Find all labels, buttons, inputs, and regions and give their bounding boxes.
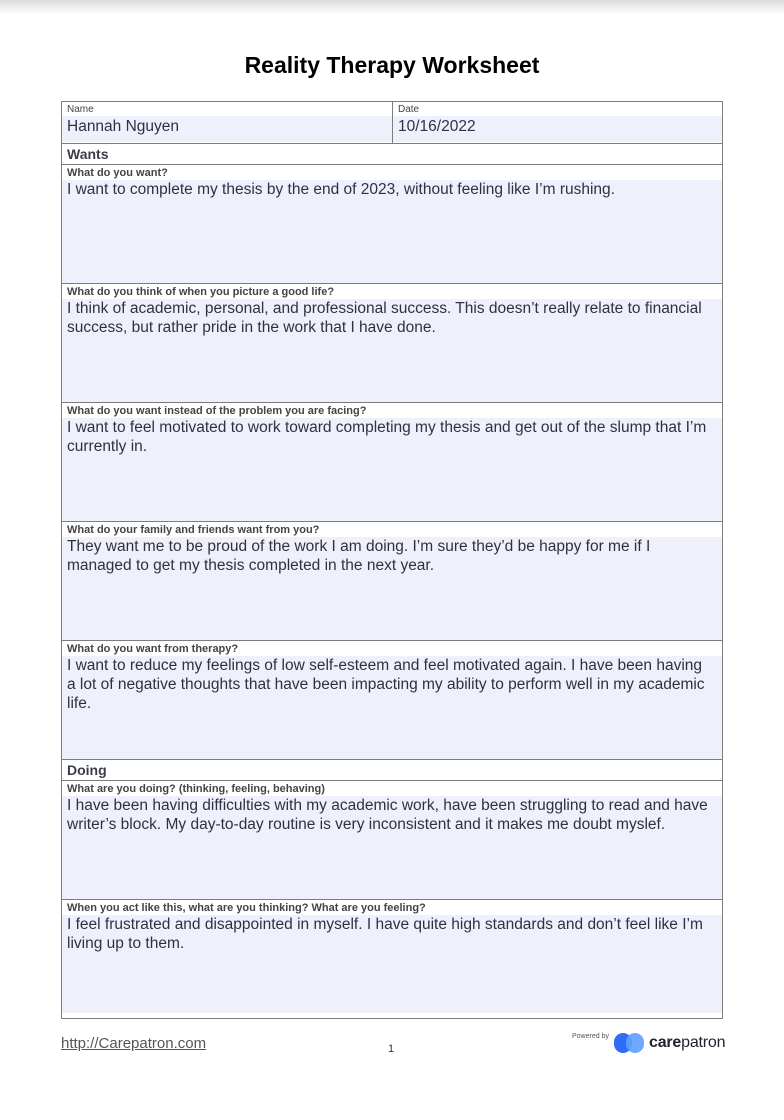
carepatron-logo [614,1031,725,1055]
question-block-good-life [62,284,722,403]
page-number: 1 [388,1043,395,1055]
section-title-wants: Wants [62,144,722,165]
answer-field-thinking[interactable]: I feel frustrated and disappointed in myself. I have quite high standards and don’t feel like I’m living up to them. [62,915,722,1013]
question-block-therapy [62,641,722,760]
carepatron-wordmark [649,1034,725,1052]
answer-field-want[interactable]: I want to complete my thesis by the end of 2023, without feeling like I’m rushing. [62,180,722,283]
answer-field-instead[interactable]: I want to feel motivated to work toward completing my thesis and get out of the slump that I’m currently in. [62,418,722,521]
carepatron-logo-icon [614,1031,646,1055]
page-title: Reality Therapy Worksheet [244,52,540,78]
question-label: What do you want from therapy? [67,643,239,655]
brand-bold: care [649,1034,682,1051]
question-label: What do you want? [67,167,168,179]
section-title-doing: Doing [62,760,722,781]
name-field[interactable]: Hannah Nguyen [62,116,392,142]
question-label: What do your family and friends want from you? [67,524,320,536]
brand-rest: patron [681,1034,726,1051]
question-label: What do you think of when you picture a good life? [67,286,335,298]
date-label: Date [398,104,420,115]
question-block-family [62,522,722,641]
question-label: When you act like this, what are you thinking? What are you feeling? [67,902,426,914]
answer-field-doing[interactable]: I have been having difficulties with my academic work, have been struggling to read and have writer’s block. My day-to-day routine is very inconsistent and it makes me doubt myslef. [62,796,722,899]
question-block-want [62,165,722,284]
question-label: What do you want instead of the problem you are facing? [67,405,367,417]
date-cell [393,102,722,143]
carepatron-link[interactable]: http://Carepatron.com [61,1035,207,1052]
name-cell [62,102,393,143]
answer-field-family[interactable]: They want me to be proud of the work I am doing. I’m sure they’d be happy for me if I managed to get my thesis completed in the next year. [62,537,722,640]
header-row [62,102,722,144]
answer-field-therapy[interactable]: I want to reduce my feelings of low self-esteem and feel motivated again. I have been having a lot of negative thoughts that have been impacting my ability to perform well in my academic life. [62,656,722,759]
powered-by-label: Powered by [572,1033,609,1040]
page-top-shadow [0,0,784,14]
question-block-instead [62,403,722,522]
name-label: Name [67,104,94,115]
question-block-doing [62,781,722,900]
worksheet-form [61,101,723,1019]
question-label: What are you doing? (thinking, feeling, behaving) [67,783,325,795]
answer-field-good-life[interactable]: I think of academic, personal, and professional success. This doesn’t really relate to financial success, but rather pride in the work that I have done. [62,299,722,402]
question-block-thinking [62,900,722,1013]
date-field[interactable]: 10/16/2022 [393,116,722,142]
